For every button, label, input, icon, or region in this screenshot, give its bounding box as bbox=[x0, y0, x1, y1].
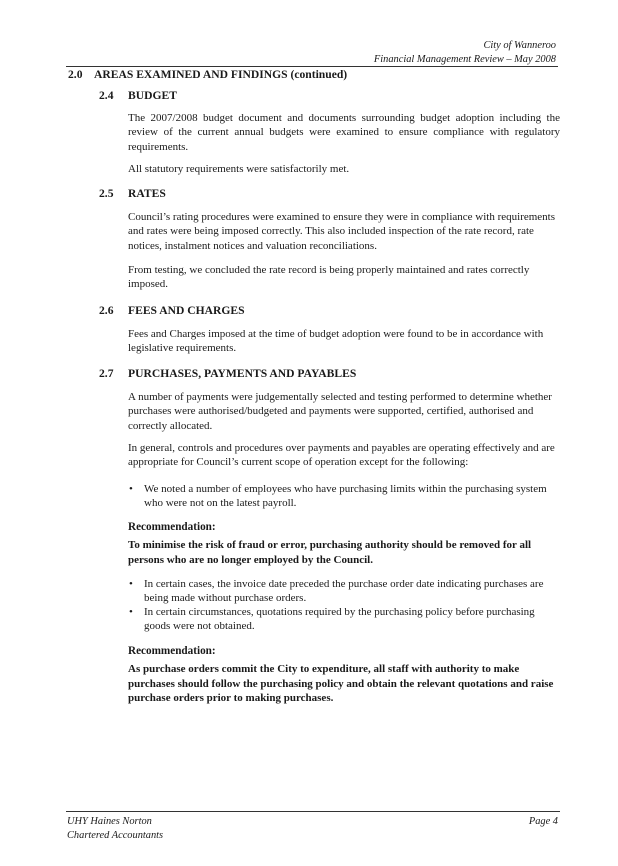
footer-firm-name: UHY Haines Norton bbox=[67, 816, 152, 827]
subsection-heading-rates bbox=[99, 187, 166, 201]
purchases-paragraph-1: A number of payments were judgementally selected and testing performed to determine whether purchases were authorised/budgeted and payments were supported, certified, authorised and correctly allocated. bbox=[128, 391, 552, 432]
subsection-title: BUDGET bbox=[128, 89, 177, 102]
subsection-number: 2.7 bbox=[99, 367, 114, 380]
bullet-icon: • bbox=[129, 606, 133, 618]
subsection-number: 2.4 bbox=[99, 89, 114, 102]
recommendation-label: Recommendation: bbox=[128, 645, 216, 657]
subsection-heading-fees bbox=[99, 304, 245, 318]
footer-firm-subtitle: Chartered Accountants bbox=[67, 830, 164, 841]
subsection-number: 2.5 bbox=[99, 187, 114, 200]
header-organisation: City of Wanneroo bbox=[483, 40, 556, 51]
finding-bullet bbox=[128, 605, 560, 634]
section-heading bbox=[68, 68, 347, 82]
subsection-title: RATES bbox=[128, 187, 166, 200]
budget-paragraph-1: The 2007/2008 budget document and documents surrounding budget adoption including the review of the current annual budgets were examined to ensure compliance with regulatory requirements. bbox=[128, 112, 560, 153]
fees-paragraph-1: Fees and Charges imposed at the time of budget adoption were found to be in accordance with legislative requirements. bbox=[128, 328, 544, 355]
purchases-paragraph-2: In general, controls and procedures over payments and payables are operating effectively and are appropriate for Council’s current scope of operation except for the following: bbox=[128, 442, 555, 469]
page-header bbox=[374, 39, 556, 67]
section-number: 2.0 bbox=[68, 68, 83, 81]
finding-bullet bbox=[128, 577, 560, 606]
header-report-title: Financial Management Review – May 2008 bbox=[373, 54, 556, 65]
recommendation-label: Recommendation: bbox=[128, 521, 216, 533]
finding-bullet bbox=[128, 482, 560, 511]
finding-text: We noted a number of employees who have purchasing limits within the purchasing system who were not on the latest payroll. bbox=[144, 483, 547, 510]
finding-text: In certain circumstances, quotations required by the purchasing policy before purchasing goods were not obtained. bbox=[144, 606, 535, 633]
rates-paragraph-2: From testing, we concluded the rate record is being properly maintained and rates correctly imposed. bbox=[128, 264, 530, 291]
budget-paragraph-2: All statutory requirements were satisfactorily met. bbox=[128, 163, 350, 175]
subsection-title: PURCHASES, PAYMENTS AND PAYABLES bbox=[128, 367, 357, 380]
page-footer-left bbox=[67, 815, 163, 843]
subsection-number: 2.6 bbox=[99, 304, 114, 317]
finding-text: In certain cases, the invoice date preceded the purchase order date indicating purchases are being made without purchase orders. bbox=[144, 578, 544, 605]
section-title: AREAS EXAMINED AND FINDINGS (continued) bbox=[94, 68, 348, 81]
page-number: Page 4 bbox=[528, 816, 558, 827]
recommendation-text: To minimise the risk of fraud or error, purchasing authority should be removed for all persons who are no longer employed by the Council. bbox=[128, 539, 532, 566]
footer-divider bbox=[66, 811, 560, 812]
recommendation-text: As purchase orders commit the City to expenditure, all staff with authority to make purchases should follow the purchasing policy and obtain the relevant quotations and raise purchase orders prior to making purchases. bbox=[128, 663, 554, 705]
header-divider bbox=[66, 66, 558, 67]
bullet-icon: • bbox=[129, 578, 133, 590]
subsection-heading-purchases bbox=[99, 367, 356, 381]
rates-paragraph-1: Council’s rating procedures were examined to ensure they were in compliance with requirements and rates were being imposed correctly. This also included inspection of the rate record, rate notices, instalment notices and valuation reconciliations. bbox=[128, 211, 556, 252]
subsection-heading-budget bbox=[99, 89, 177, 103]
subsection-title: FEES AND CHARGES bbox=[128, 304, 245, 317]
bullet-icon: • bbox=[129, 483, 133, 495]
